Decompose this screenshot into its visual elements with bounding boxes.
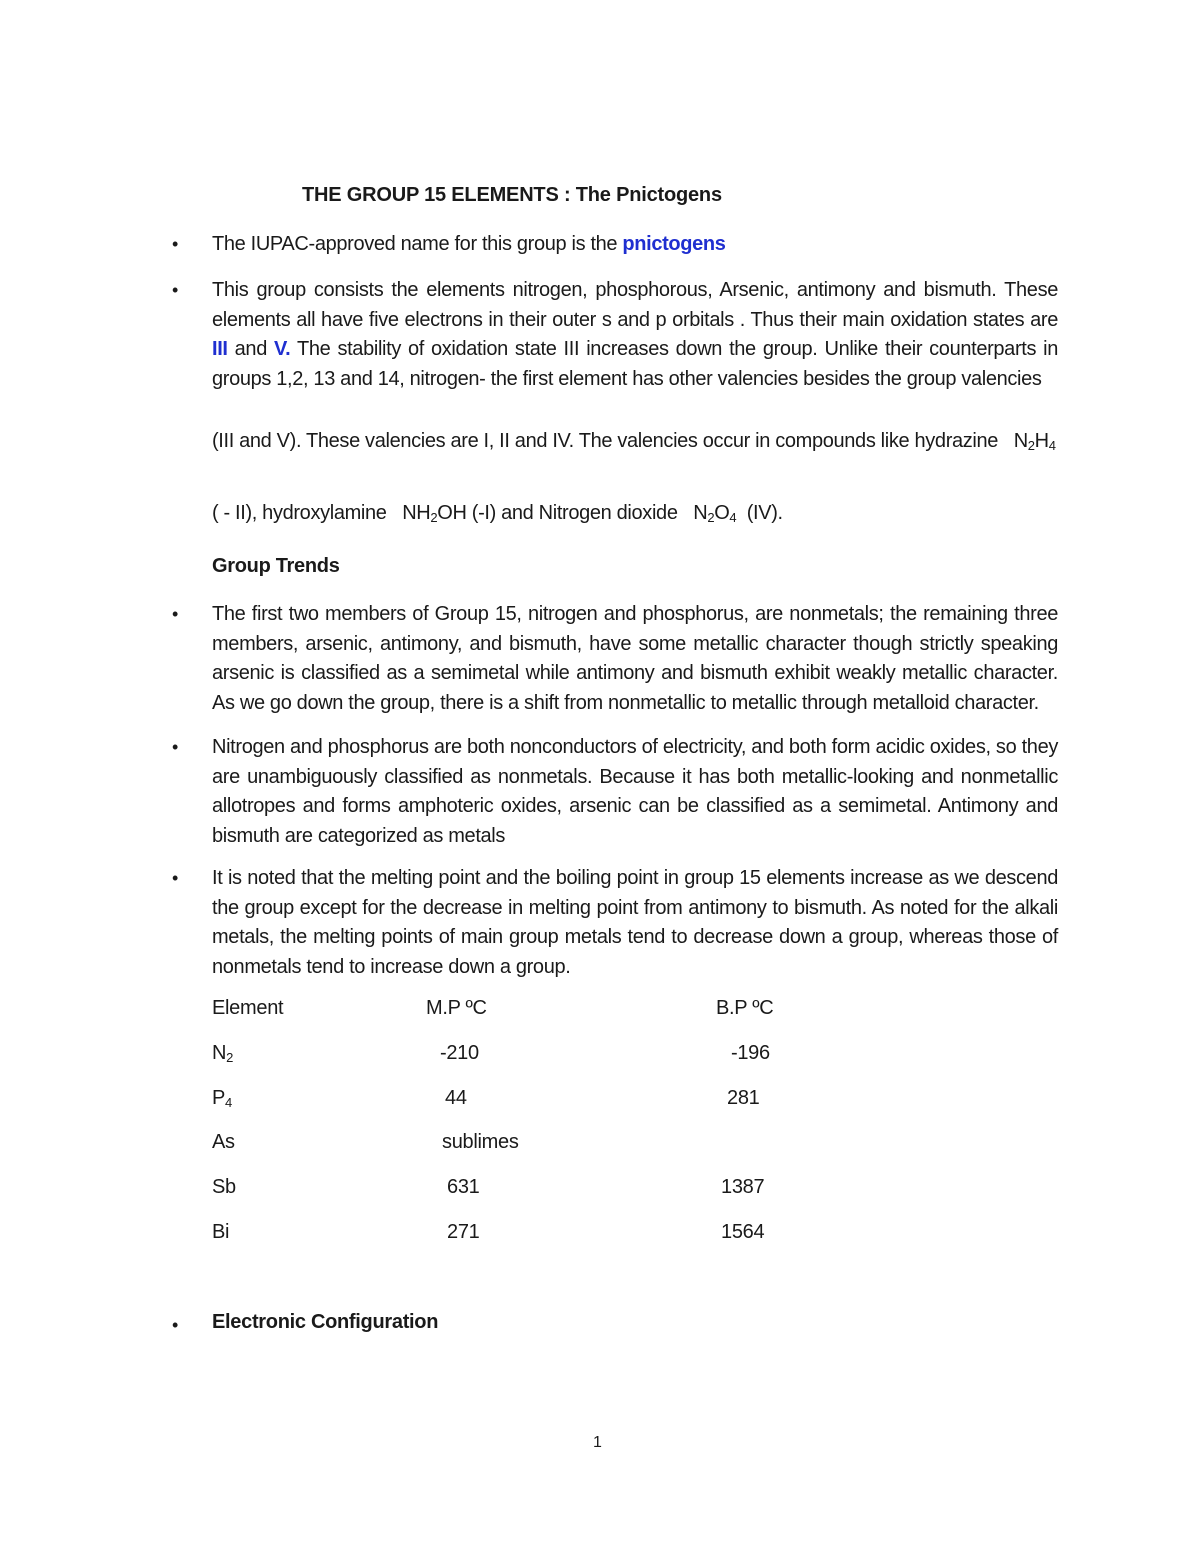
table-cell-mp: 44 xyxy=(445,1087,467,1109)
paragraph-text: (IV). xyxy=(736,502,783,524)
table-cell-element: As xyxy=(212,1131,235,1153)
oxidation-state-v: V. xyxy=(273,338,291,360)
table-cell-bp: 1564 xyxy=(721,1221,765,1243)
table-cell-mp: 271 xyxy=(447,1221,480,1243)
highlight-pnictogens: pnictogens xyxy=(622,233,726,255)
table-cell-bp: -196 xyxy=(731,1042,770,1064)
table-cell-element: $P_4$ xyxy=(212,1087,232,1110)
formula-nitrogen-dioxide: $N_2O_4$ xyxy=(693,502,737,525)
paragraph-trend-conductivity: Nitrogen and phosphorus are both nonconductors of electricity, and both form acidic oxides, so they are unambiguously classified as nonmetals. Because it has both metallic-looking and nonmetallic allotropes and forms amphoteric oxides, arsenic can be classified as a semimetal. Antimony and bismuth are categorized as metals xyxy=(212,736,1058,847)
paragraph-text: (III and V). These valencies are I, II and IV. The valencies occur in compounds like hydrazine xyxy=(212,430,1014,452)
bullet-icon: • xyxy=(172,1315,179,1335)
table-cell-mp: sublimes xyxy=(442,1131,519,1153)
paragraph-trend-melting-point: It is noted that the melting point and the boiling point in group 15 elements increase as we descend the group except for the decrease in melting point from antimony to bismuth. As noted for the alkali metals, the melting points of main group metals tend to decrease down a group, whereas those of nonmetals tend to increase down a group. xyxy=(212,867,1058,978)
connector-text: and xyxy=(227,338,274,360)
electronic-configuration-heading: Electronic Configuration xyxy=(212,1311,439,1333)
table-cell-mp: 631 xyxy=(447,1176,480,1198)
table-header-mp: M.P ºC xyxy=(426,997,487,1019)
paragraph-group-members xyxy=(212,276,1058,394)
paragraph-iupac xyxy=(212,230,1058,260)
table-cell-element: Bi xyxy=(212,1221,230,1243)
table-header-element: Element xyxy=(212,997,284,1019)
valencies-line xyxy=(212,427,1058,457)
compounds-line xyxy=(212,499,1058,529)
paragraph-text: ( - II), hydroxylamine xyxy=(212,502,403,524)
table-cell-element: Sb xyxy=(212,1176,236,1198)
paragraph-trend-metallic: The first two members of Group 15, nitrogen and phosphorus, are nonmetals; the remaining three members, arsenic, antimony, and bismuth, have some metallic character though strictly speaking arsenic is classified as a semimetal while antimony and bismuth exhibit weakly metallic character. As we go down the group, there is a shift from nonmetallic to metallic through metalloid character. xyxy=(212,603,1058,714)
paragraph-text: The IUPAC-approved name for this group is the xyxy=(212,233,623,255)
formula-hydroxylamine: $NH_2OH$ xyxy=(402,502,467,525)
bullet-icon: • xyxy=(172,604,179,624)
bullet-icon: • xyxy=(172,280,179,300)
table-cell-bp: 281 xyxy=(727,1087,760,1109)
paragraph-text: (-I) and Nitrogen dioxide xyxy=(466,502,694,524)
group-trends-heading: Group Trends xyxy=(212,555,340,577)
table-cell-mp: -210 xyxy=(440,1042,479,1064)
bullet-icon: • xyxy=(172,868,179,888)
oxidation-state-iii: III xyxy=(212,338,228,360)
page-number: 1 xyxy=(593,1434,602,1451)
page-title: THE GROUP 15 ELEMENTS : The Pnictogens xyxy=(302,184,722,206)
table-header-bp: B.P ºC xyxy=(716,997,774,1019)
bullet-icon: • xyxy=(172,737,179,757)
formula-hydrazine: $N_2H_4$ xyxy=(1013,430,1056,453)
bullet-icon: • xyxy=(172,234,179,254)
table-cell-element: $N_2$ xyxy=(212,1042,234,1065)
paragraph-text: This group consists the elements nitrogen, phosphorous, Arsenic, antimony and bismuth. These elements all have five electrons in their outer s and p orbitals . Thus their main oxidation states are xyxy=(212,279,1058,331)
table-cell-bp: 1387 xyxy=(721,1176,765,1198)
paragraph-text: The stability of oxidation state III increases down the group. Unlike their counterparts in groups 1,2, 13 and 14, nitrogen- the first element has other valencies besides the group valencies xyxy=(212,338,1059,390)
